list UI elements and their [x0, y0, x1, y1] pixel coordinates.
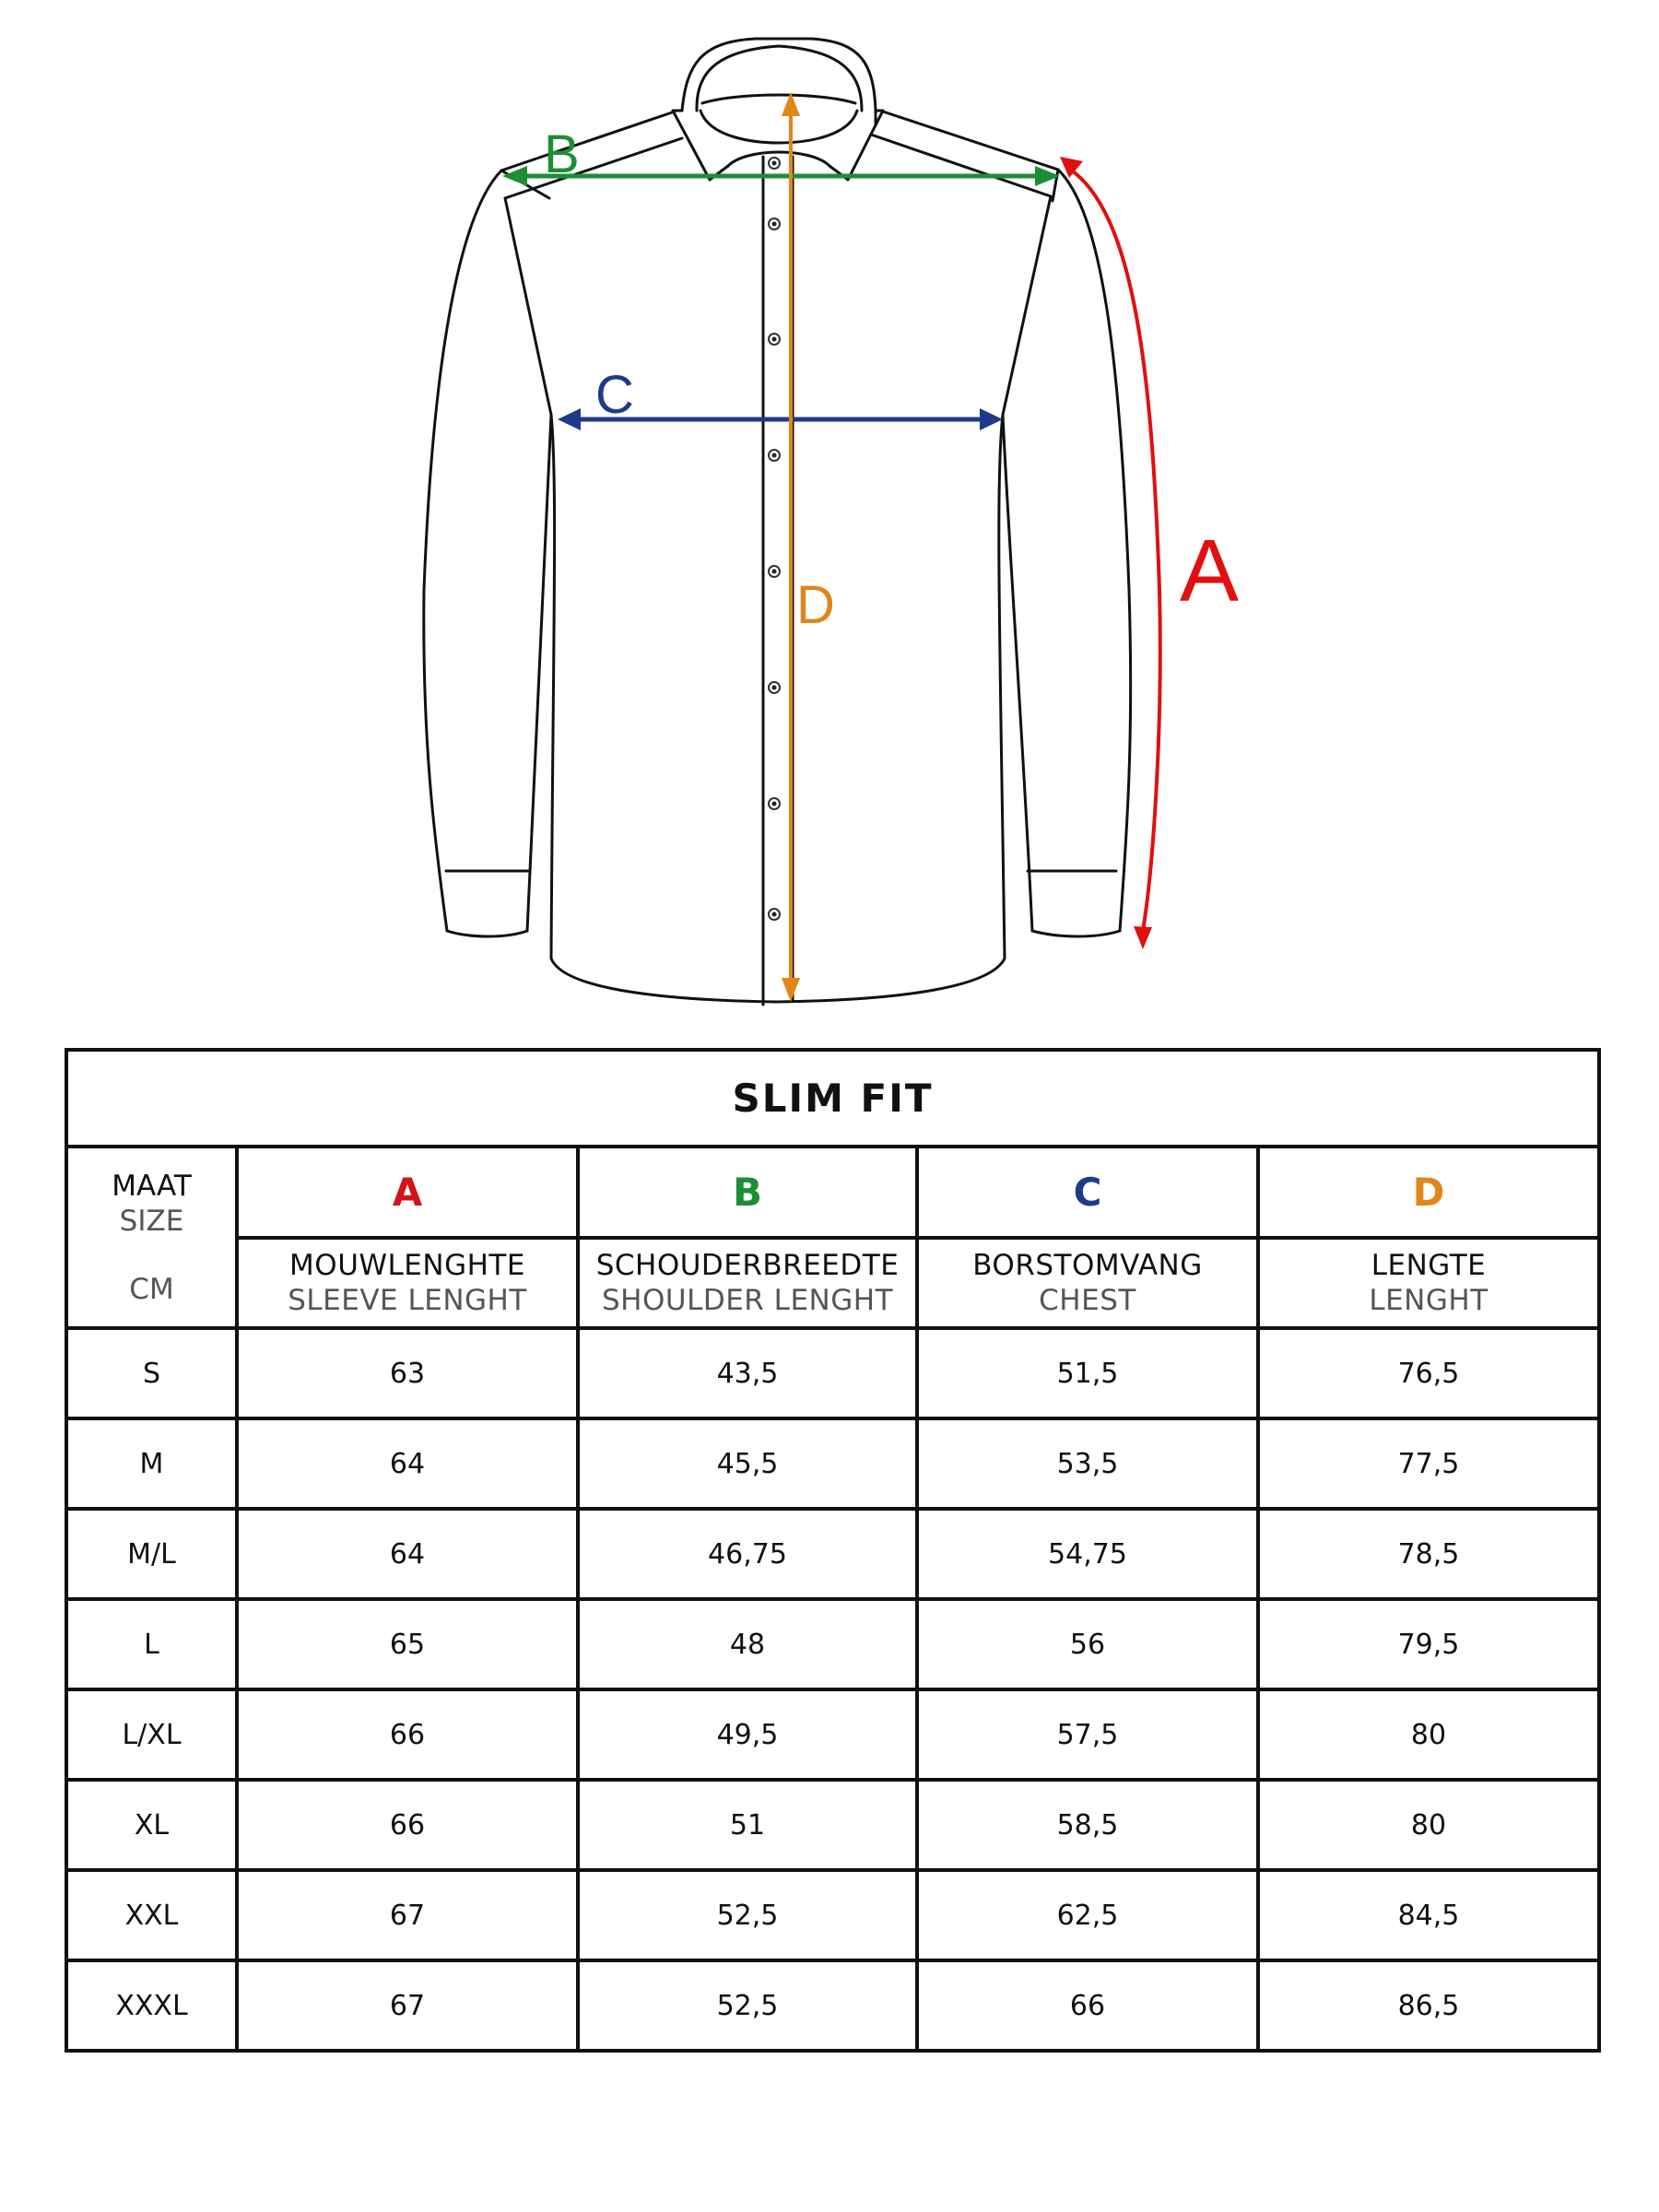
column-letter-a: A	[237, 1147, 578, 1238]
maat-label: MAAT	[112, 1169, 192, 1203]
value-cell: 76,5	[1258, 1328, 1599, 1418]
column-label-en: SHOULDER LENGHT	[601, 1284, 894, 1317]
value-cell: 45,5	[578, 1418, 917, 1509]
value-cell: 84,5	[1258, 1870, 1599, 1960]
column-letter-c: C	[917, 1147, 1258, 1238]
table-row	[66, 1960, 1599, 2051]
label-d: D	[796, 575, 835, 635]
size-cell: XXL	[66, 1870, 237, 1960]
column-letter-d: D	[1258, 1147, 1599, 1238]
size-cell: S	[66, 1328, 237, 1418]
column-letter-b: B	[578, 1147, 917, 1238]
value-cell: 79,5	[1258, 1599, 1599, 1689]
value-cell: 64	[237, 1509, 578, 1599]
value-cell: 54,75	[917, 1509, 1258, 1599]
label-c: C	[595, 365, 634, 425]
value-cell: 58,5	[917, 1780, 1258, 1870]
value-cell: 49,5	[578, 1689, 917, 1780]
size-cell: M/L	[66, 1509, 237, 1599]
value-cell: 67	[237, 1870, 578, 1960]
size-chart-table	[65, 1048, 1601, 2053]
size-cell: XXXL	[66, 1960, 237, 2051]
table-row	[66, 1870, 1599, 1960]
table-row	[66, 1418, 1599, 1509]
shoulder-arrow-icon	[502, 166, 1060, 186]
unit-label: CM	[129, 1272, 174, 1306]
value-cell: 80	[1258, 1689, 1599, 1780]
table-row	[66, 1689, 1599, 1780]
size-label: SIZE	[119, 1204, 184, 1238]
value-cell: 46,75	[578, 1509, 917, 1599]
value-cell: 53,5	[917, 1418, 1258, 1509]
value-cell: 63	[237, 1328, 578, 1418]
value-cell: 65	[237, 1599, 578, 1689]
column-label-nl: SCHOUDERBREEDTE	[595, 1249, 900, 1282]
value-cell: 66	[237, 1689, 578, 1780]
value-cell: 57,5	[917, 1689, 1258, 1780]
table-row	[66, 1509, 1599, 1599]
value-cell: 80	[1258, 1780, 1599, 1870]
sleeve-arrow-icon	[1060, 157, 1160, 949]
column-label-nl: LENGTE	[1371, 1249, 1487, 1282]
column-label-row	[66, 1238, 1599, 1328]
value-cell: 43,5	[578, 1328, 917, 1418]
column-label-en: LENGHT	[1369, 1284, 1488, 1317]
column-header-shoulder	[578, 1238, 917, 1328]
value-cell: 52,5	[578, 1870, 917, 1960]
value-cell: 56	[917, 1599, 1258, 1689]
column-header-sleeve	[237, 1238, 578, 1328]
value-cell: 48	[578, 1599, 917, 1689]
table-title: SLIM FIT	[66, 1050, 1599, 1147]
value-cell: 62,5	[917, 1870, 1258, 1960]
size-cell: M	[66, 1418, 237, 1509]
shirt-measurement-diagram	[0, 0, 1659, 1023]
value-cell: 52,5	[578, 1960, 917, 2051]
value-cell: 78,5	[1258, 1509, 1599, 1599]
column-header-chest	[917, 1238, 1258, 1328]
label-b: B	[544, 124, 580, 184]
label-a: A	[1180, 522, 1240, 620]
value-cell: 86,5	[1258, 1960, 1599, 2051]
size-column-header	[66, 1147, 237, 1328]
value-cell: 51	[578, 1780, 917, 1870]
value-cell: 67	[237, 1960, 578, 2051]
length-arrow-icon	[782, 92, 800, 1002]
shirt-outline-icon	[0, 0, 1659, 1023]
size-cell: XL	[66, 1780, 237, 1870]
value-cell: 66	[237, 1780, 578, 1870]
table-row	[66, 1328, 1599, 1418]
value-cell: 66	[917, 1960, 1258, 2051]
value-cell: 51,5	[917, 1328, 1258, 1418]
column-label-nl: BORSTOMVANG	[972, 1249, 1203, 1282]
column-label-nl: MOUWLENGHTE	[289, 1249, 525, 1282]
column-label-en: SLEEVE LENGHT	[288, 1284, 527, 1317]
table-row	[66, 1780, 1599, 1870]
table-title-row	[66, 1050, 1599, 1147]
size-cell: L/XL	[66, 1689, 237, 1780]
column-label-en: CHEST	[1039, 1284, 1136, 1317]
value-cell: 64	[237, 1418, 578, 1509]
size-cell: L	[66, 1599, 237, 1689]
column-letter-row	[66, 1147, 1599, 1238]
column-header-length	[1258, 1238, 1599, 1328]
table-row	[66, 1599, 1599, 1689]
value-cell: 77,5	[1258, 1418, 1599, 1509]
